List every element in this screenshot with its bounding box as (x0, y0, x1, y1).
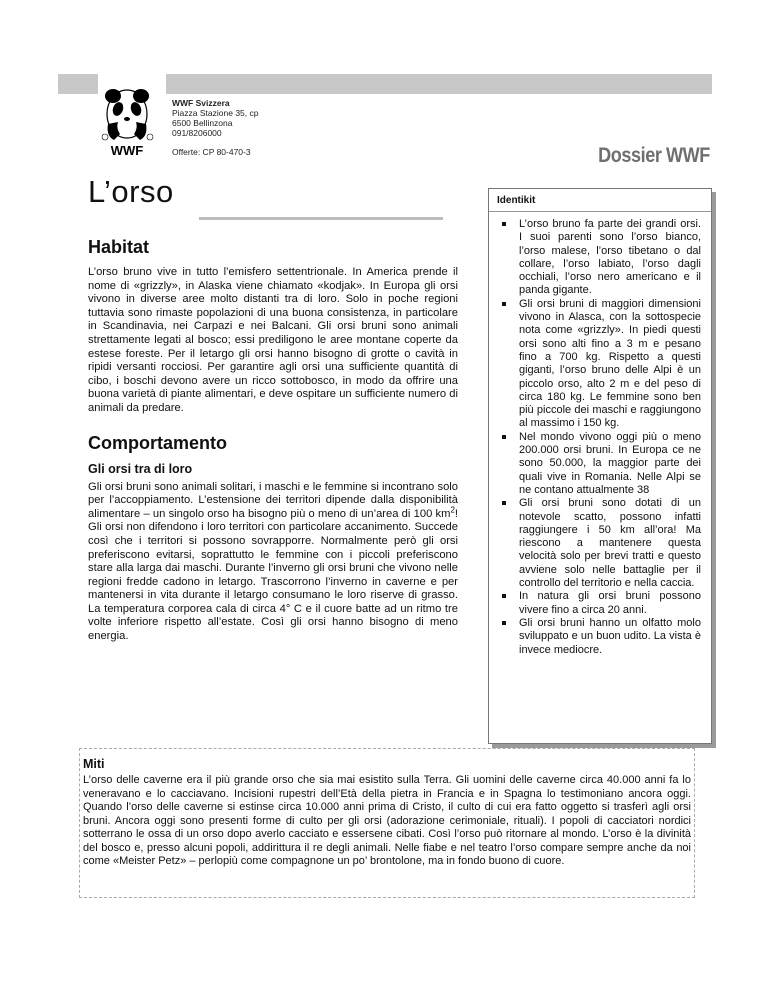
habitat-heading: Habitat (88, 237, 150, 257)
identikit-item: Gli orsi bruni sono dotati di un notevole scatto, possono infatti raggiungere i 50 km all’ora! Ma riescono a mantenere questa velocità solo per brevi tratti e questo avviene solo nelle battaglie per il controllo del territorio e nella caccia. (519, 497, 701, 590)
identikit-heading: Identikit (489, 189, 711, 212)
comportamento-subheading: Gli orsi tra di loro (88, 461, 193, 476)
page-title: L’orso (88, 174, 174, 209)
logo-text: WWF (110, 143, 144, 158)
address-line-2: 6500 Bellinzona (172, 118, 233, 128)
address-line-3: 091/8206000 (172, 128, 222, 138)
title-rule (199, 217, 443, 220)
miti-box (79, 748, 695, 898)
identikit-item: Gli orsi bruni di maggiori dimensioni vivono in Alasca, con la sottospecie nota come «grizzly». In piedi questi orsi sono alti fino a 3 m e pesano fino a 700 kg. Rispetto a questi giganti, l’orso bruno delle Alpi è un piccolo orso, alto 2 m e del peso di circa 180 kg. Le femmine sono ben più piccole dei maschi e raggiungono al massimo i 150 kg. (519, 297, 701, 430)
comportamento-text: Gli orsi bruni sono animali solitari, i maschi e le femmine si incontrano solo per l’accoppiamento. L’estensione dei territori dipende dalla disponibilità alimentare – un singolo orso ha bisogno più o meno di un’area di 100 $km^2$! Gli orsi non difendono i loro territori con particolare accanimento. Succede così che i territori si possono sovrapporre. Normalmente però gli orsi preferiscono evitarsi, soprattutto le femmine con i piccoli preferiscono stare alla larga dai maschi. Durante l’inverno gli orsi bruni che vivono nelle regioni fredde cadono in letargo. Trascorrono l’inverno in caverne e per mantenersi in vita durante il letargo consumano le loro riserve di grasso. La temperatura corporea cala di circa 4° C e il cuore batte ad un ritmo tre volte inferiore rispetto all’estate. Così gli orsi hanno bisogno di meno energia. (88, 480, 458, 643)
main-column (88, 236, 458, 644)
offerte-text: Offerte: CP 80-470-3 (172, 147, 251, 157)
address-block (172, 98, 258, 138)
comportamento-heading: Comportamento (88, 432, 227, 453)
header-gray-tab (58, 74, 98, 94)
miti-text: L’orso delle caverne era il più grande orso che sia mai esistito sulla Terra. Gli uomini delle caverne circa 40.000 anni fa lo veneravano e lo cacciavano. Incisioni rupestri dell’Età della pietra in Francia e in Spagna lo testimoniano ancora oggi. Quando l’orso delle caverne si estinse circa 10.000 anni prima di Cristo, il culto di cui era fatto oggetto si trasferì agli orsi bruni. Ancora oggi sono presenti forme di culto per gli orsi (adorazione cerimoniale, rituali). I popoli di cacciatori nordici sotterrano le ossa di un orso dopo averlo cacciato e essersene cibati. Così l’orso può ritornare al mondo. L’orso è la divinità del bosco e, presso alcuni popoli, addirittura il re degli animali. Nelle fiabe e nel teatro l’orso compare sempre anche da noi come «Meister Petz» – perlopiù come compagnone un po’ brontolone, ma in fondo buono di cuore. (83, 774, 691, 867)
org-name: WWF Svizzera (172, 98, 230, 108)
identikit-item: Gli orsi bruni hanno un olfatto molo sviluppato e un buon udito. La vista è invece mediocre. (519, 616, 701, 656)
identikit-item: L’orso bruno fa parte dei grandi orsi. I suoi parenti sono l’orso bianco, l’orso malese, l’orso tibetano o dal collare, l’orso labiato, l’orso dagli occhiali, l’orso nero americano e il panda gigante. (519, 218, 701, 297)
dossier-label: Dossier WWF (598, 144, 710, 167)
address-line-1: Piazza Stazione 35, cp (172, 108, 259, 118)
identikit-list (489, 212, 711, 657)
habitat-text: L’orso bruno vive in tutto l’emisfero settentrionale. In America prende il nome di «grizzly», in Alaska viene chiamato «kodjak». In Europa gli orsi vivono in diverse aree molto distanti tra di loro. Solo in poche regioni tuttavia sono rimaste popolazioni di una buona consistenza, in particolare in Scandinavia, nei Carpazi e nei Balcani. Gli orsi bruni sono animali strettamente legati al bosco; essi prediligono le aree montane coperte da estese foreste. Per il letargo gli orsi hanno bisogno di grotte o cavità in ripidi versanti rocciosi. Per garantire agli orsi una sufficiente quantità di cibo, i boschi devono avere un ricco sottobosco, in modo da offrire una buona varietà di piante alimentari, e deve ospitare un sufficiente numero di animali da predare. (88, 266, 458, 414)
wwf-panda-logo (98, 84, 156, 158)
identikit-item: In natura gli orsi bruni possono vivere fino a circa 20 anni. (519, 590, 701, 616)
identikit-item: Nel mondo vivono oggi più o meno 200.000 orsi bruni. In Europa ce ne sono 50.000, la maggior parte dei quali vive in Romania. Nelle Alpi se ne contano attualmente 38 (519, 430, 701, 496)
identikit-box (488, 188, 712, 744)
miti-heading: Miti (83, 757, 105, 771)
header-gray-bar (166, 74, 712, 94)
